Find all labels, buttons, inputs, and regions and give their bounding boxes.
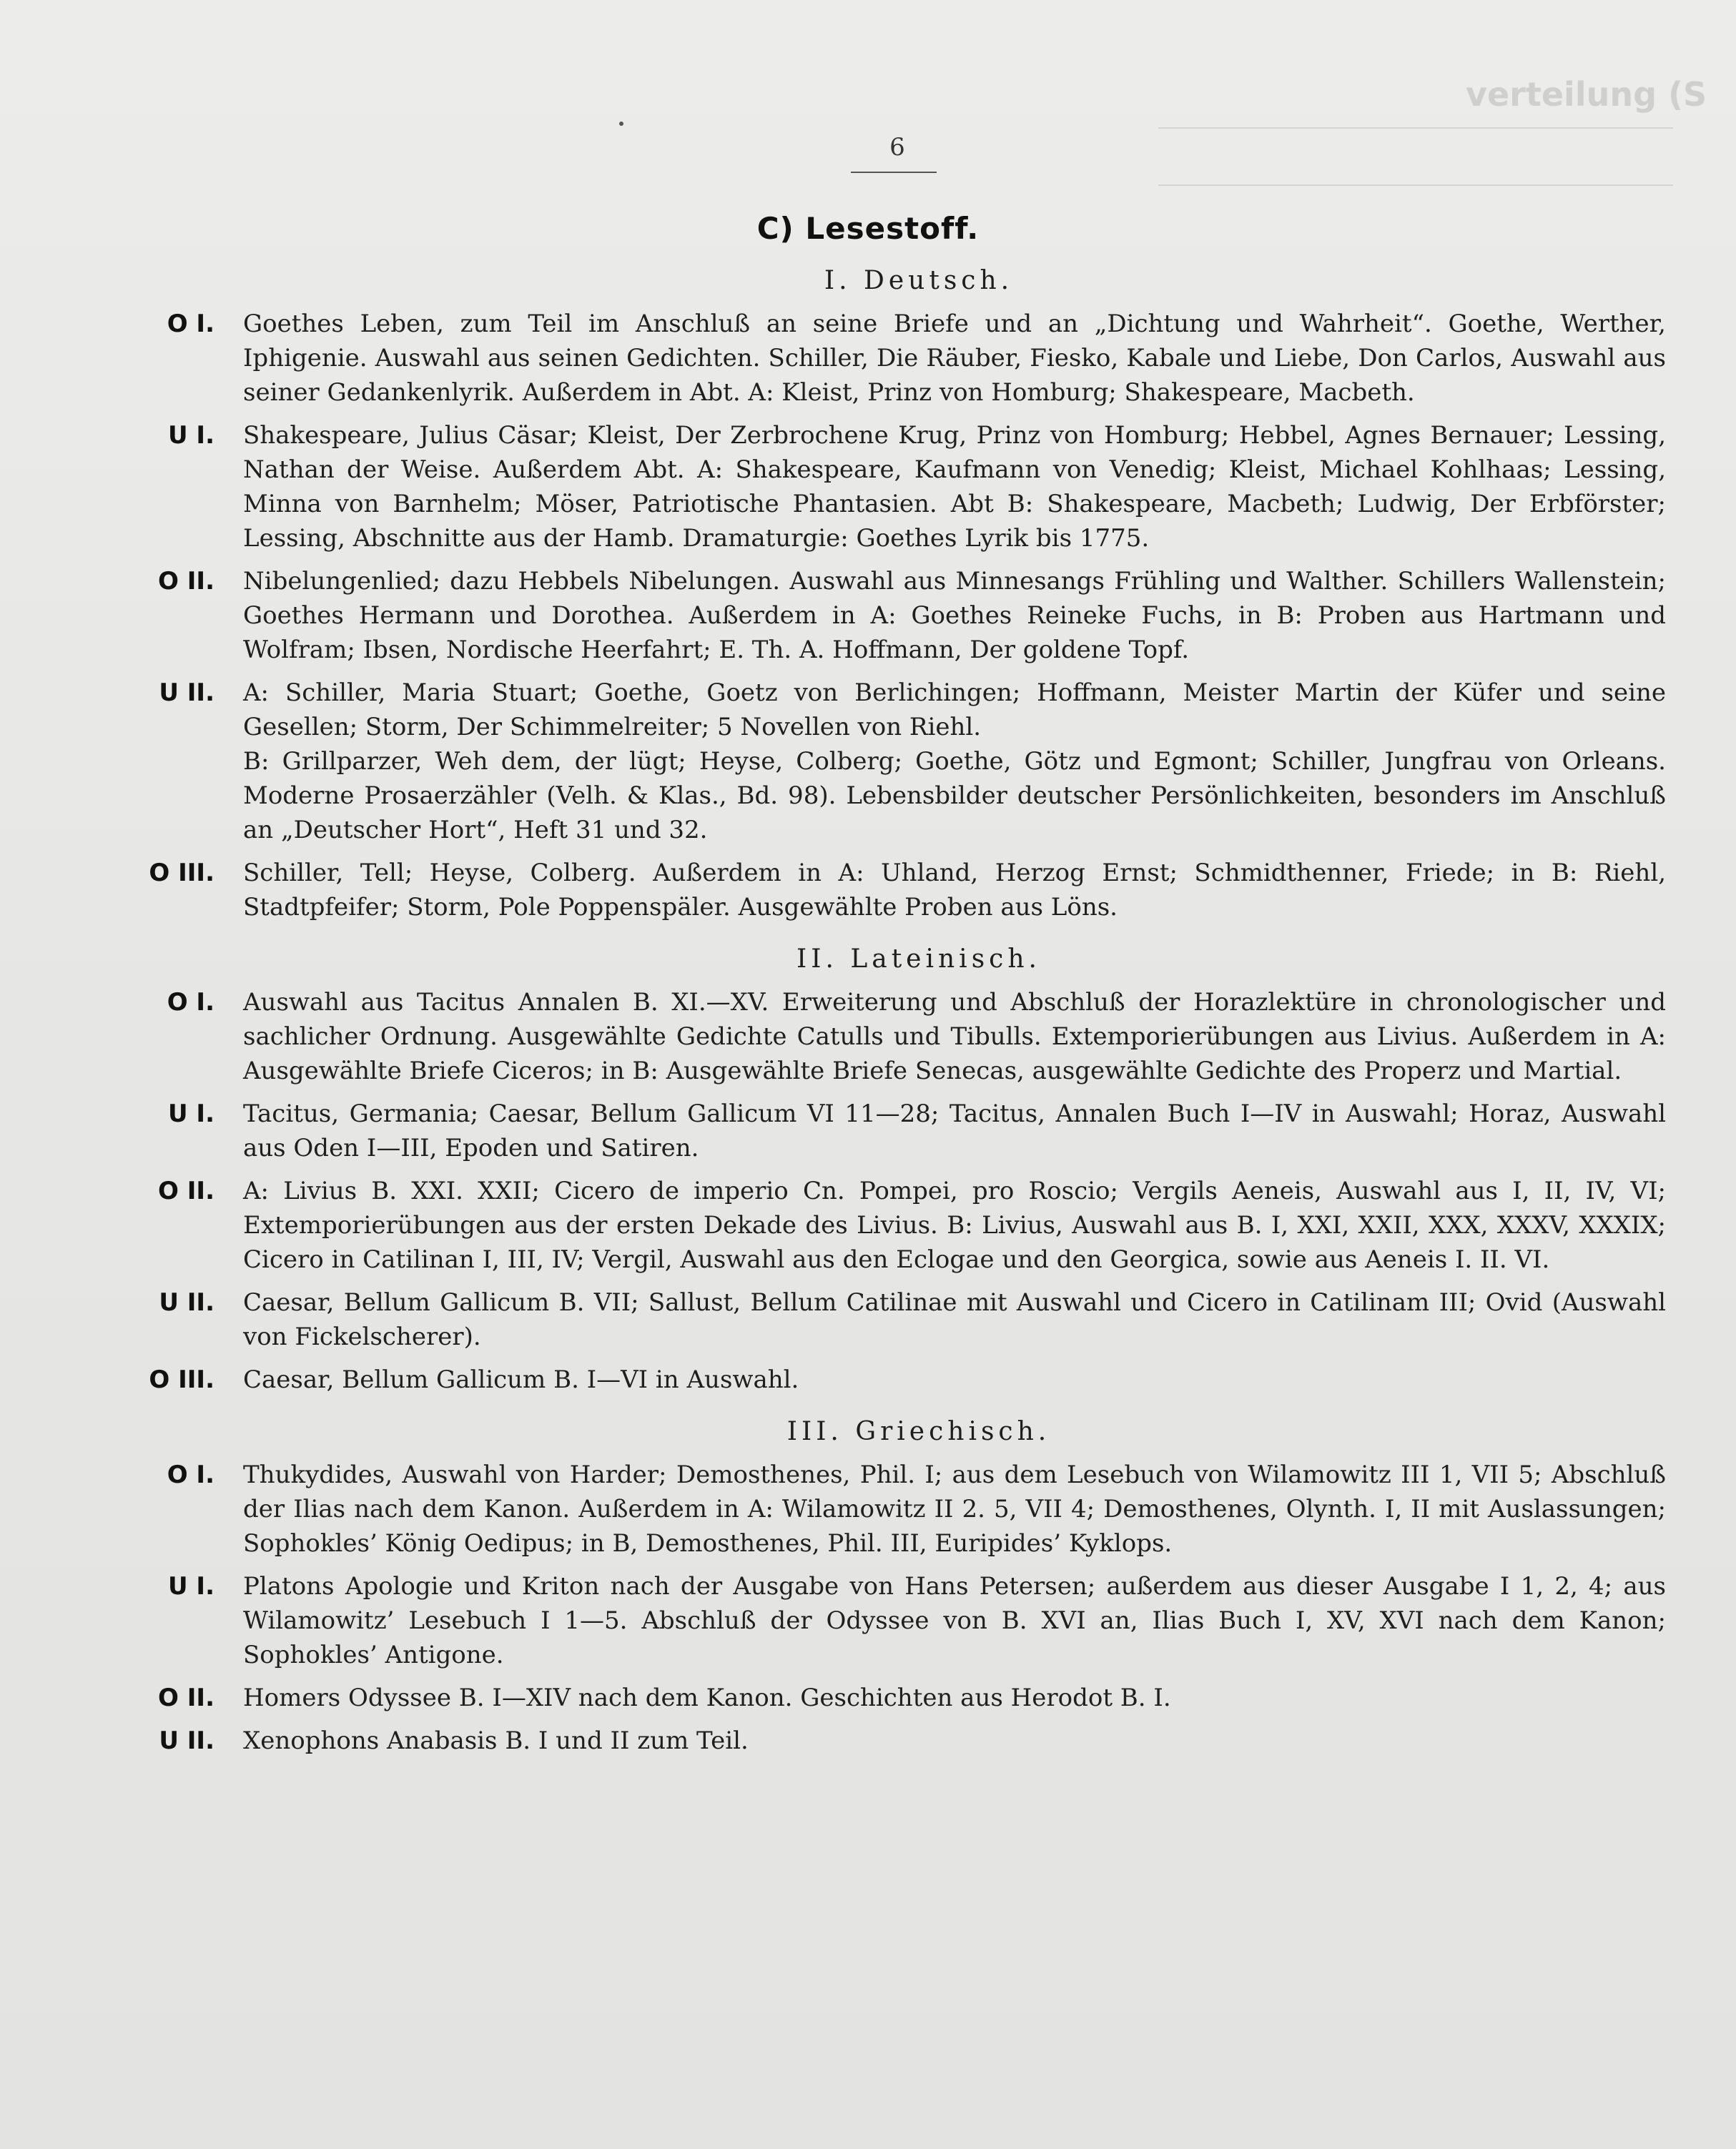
page-number: 6 — [889, 133, 905, 162]
grade-label: U I. — [167, 1100, 214, 1128]
bleed-through-rule — [1158, 127, 1673, 129]
grade-label: U II. — [159, 678, 214, 707]
grade-label: U II. — [159, 1726, 214, 1755]
reading-text: Auswahl aus Tacitus Annalen B. XI.—XV. Erweiterung und Abschluß der Horazlektüre in chronologischer und sachlicher Ordnung. Ausgewählte Gedichte Catulls und Tibulls. Extemporierübungen aus Livius. Außerdem in A: Ausgewählte Briefe Ciceros; in B: Ausgewählte Briefe Senecas, ausgewählte Gedichte des Properz und Martial. — [243, 988, 1666, 1085]
grade-label: U II. — [159, 1288, 214, 1317]
grade-label: O I. — [167, 310, 214, 338]
reading-text: Shakespeare, Julius Cäsar; Kleist, Der Zerbrochene Krug, Prinz von Homburg; Hebbel, Agnes Bernauer; Lessing, Nathan der Weise. Außerdem Abt. A: Shakespeare, Kaufmann von Venedig; Kleist, Michael Kohlhaas; Lessing, Minna von Barnhelm; Möser, Patriotische Phantasien. Abt B: Shakespeare, Macbeth; Ludwig, Der Erbförster; Lessing, Abschnitte aus der Hamb. Dramaturgie: Goethes Lyrik bis 1775. — [243, 421, 1666, 553]
grade-label: O I. — [167, 988, 214, 1017]
reading-text: Caesar, Bellum Gallicum B. VII; Sallust, Bellum Catilinae mit Auswahl und Cicero in Catilinam III; Ovid (Auswahl von Fickelscherer). — [243, 1288, 1666, 1351]
reading-text: Goethes Leben, zum Teil im Anschluß an seine Briefe und an „Dichtung und Wahrheit“. Goethe, Werther, Iphigenie. Auswahl aus seinen Gedichten. Schiller, Die Räuber, Fiesko, Kabale und Liebe, Don Carlos, Auswahl aus seiner Gedankenlyrik. Außerdem in Abt. A: Kleist, Prinz von Homburg; Shakespeare, Macbeth. — [243, 310, 1666, 407]
reading-text: A: Schiller, Maria Stuart; Goethe, Goetz von Berlichingen; Hoffmann, Meister Martin der Küfer und seine Gesellen; Storm, Der Schimmelreiter; 5 Novellen von Riehl. — [243, 678, 1666, 741]
bleed-through-rule — [1158, 184, 1673, 186]
grade-label: O I. — [167, 1461, 214, 1489]
list-item — [129, 1097, 1666, 1165]
margin-mark — [619, 122, 623, 126]
list-item — [129, 564, 1666, 667]
list-item — [129, 1569, 1666, 1672]
subject-heading-deutsch: I. Deutsch. — [824, 266, 1014, 295]
list-item — [129, 1681, 1666, 1715]
reading-text: Caesar, Bellum Gallicum B. I—VI in Auswahl. — [243, 1365, 799, 1394]
bleed-through-title: verteilung (S — [1466, 75, 1707, 114]
list-item — [129, 1363, 1666, 1397]
list-item — [129, 307, 1666, 410]
page-number-rule — [851, 172, 937, 173]
grade-label: O II. — [158, 1177, 214, 1205]
reading-list — [129, 266, 1666, 1767]
grade-label: U I. — [167, 421, 214, 450]
reading-text: Platons Apologie und Kriton nach der Ausgabe von Hans Petersen; außerdem aus dieser Ausgabe I 1, 2, 4; aus Wilamowitz’ Lesebuch I 1—5. Abschluß der Odyssee von B. XVI an, Ilias Buch I, XV, XVI nach dem Kanon; Sophokles’ Antigone. — [243, 1572, 1666, 1669]
list-item — [129, 418, 1666, 555]
reading-text-group — [243, 676, 1666, 847]
grade-label: O II. — [158, 567, 214, 596]
reading-text: Nibelungenlied; dazu Hebbels Nibelungen. Auswahl aus Minnesangs Frühling und Walther. Schillers Wallenstein; Goethes Hermann und Dorothea. Außerdem in A: Goethes Reineke Fuchs, in B: Proben aus Hartmann und Wolfram; Ibsen, Nordische Heerfahrt; E. Th. A. Hoffmann, Der goldene Topf. — [243, 567, 1666, 664]
grade-label: U I. — [167, 1572, 214, 1601]
reading-text: Schiller, Tell; Heyse, Colberg. Außerdem in A: Uhland, Herzog Ernst; Schmidthenner, Friede; in B: Riehl, Stadtpfeifer; Storm, Pole Poppenspäler. Ausgewählte Proben aus Löns. — [243, 859, 1666, 922]
list-item — [129, 676, 1666, 847]
list-item — [129, 1724, 1666, 1758]
reading-text: B: Grillparzer, Weh dem, der lügt; Heyse, Colberg; Goethe, Götz und Egmont; Schiller, Jungfrau von Orleans. Moderne Prosaerzähler (Velh. & Klas., Bd. 98). Lebensbilder deutscher Persönlichkeiten, besonders im Anschluß an „Deutscher Hort“, Heft 31 und 32. — [243, 747, 1666, 844]
list-item — [129, 1458, 1666, 1561]
subject-heading-lateinisch: II. Lateinisch. — [797, 944, 1041, 974]
reading-text: Xenophons Anabasis B. I und II zum Teil. — [243, 1726, 749, 1755]
reading-text: Thukydides, Auswahl von Harder; Demosthenes, Phil. I; aus dem Lesebuch von Wilamowitz III 1, VII 5; Abschluß der Ilias nach dem Kanon. Außerdem in A: Wilamowitz II 2. 5, VII 4; Demosthenes, Olynth. I, II mit Auslassungen; Sophokles’ König Oedipus; in B, Demosthenes, Phil. III, Euripides’ Kyklops. — [243, 1461, 1666, 1558]
grade-label: O II. — [158, 1684, 214, 1712]
list-item — [129, 856, 1666, 924]
reading-text: Tacitus, Germania; Caesar, Bellum Gallicum VI 11—28; Tacitus, Annalen Buch I—IV in Auswahl; Horaz, Auswahl aus Oden I—III, Epoden und Satiren. — [243, 1100, 1666, 1162]
reading-text: Homers Odyssee B. I—XIV nach dem Kanon. Geschichten aus Herodot B. I. — [243, 1684, 1171, 1712]
list-item — [129, 1174, 1666, 1277]
section-title: C) Lesestoff. — [756, 211, 980, 246]
list-item — [129, 1285, 1666, 1354]
reading-text: A: Livius B. XXI. XXII; Cicero de imperio Cn. Pompei, pro Roscio; Vergils Aeneis, Auswahl aus I, II, IV, VI; Extemporierübungen aus der ersten Dekade des Livius. B: Livius, Auswahl aus B. I, XXI, XXII, XXX, XXXV, XXXIX; Cicero in Catilinan I, III, IV; Vergil, Auswahl aus den Eclogae und den Georgica, sowie aus Aeneis I. II. VI. — [243, 1177, 1666, 1274]
subject-heading-griechisch: III. Griechisch. — [786, 1417, 1051, 1446]
list-item — [129, 985, 1666, 1088]
grade-label: O III. — [149, 859, 214, 887]
grade-label: O III. — [149, 1365, 214, 1394]
